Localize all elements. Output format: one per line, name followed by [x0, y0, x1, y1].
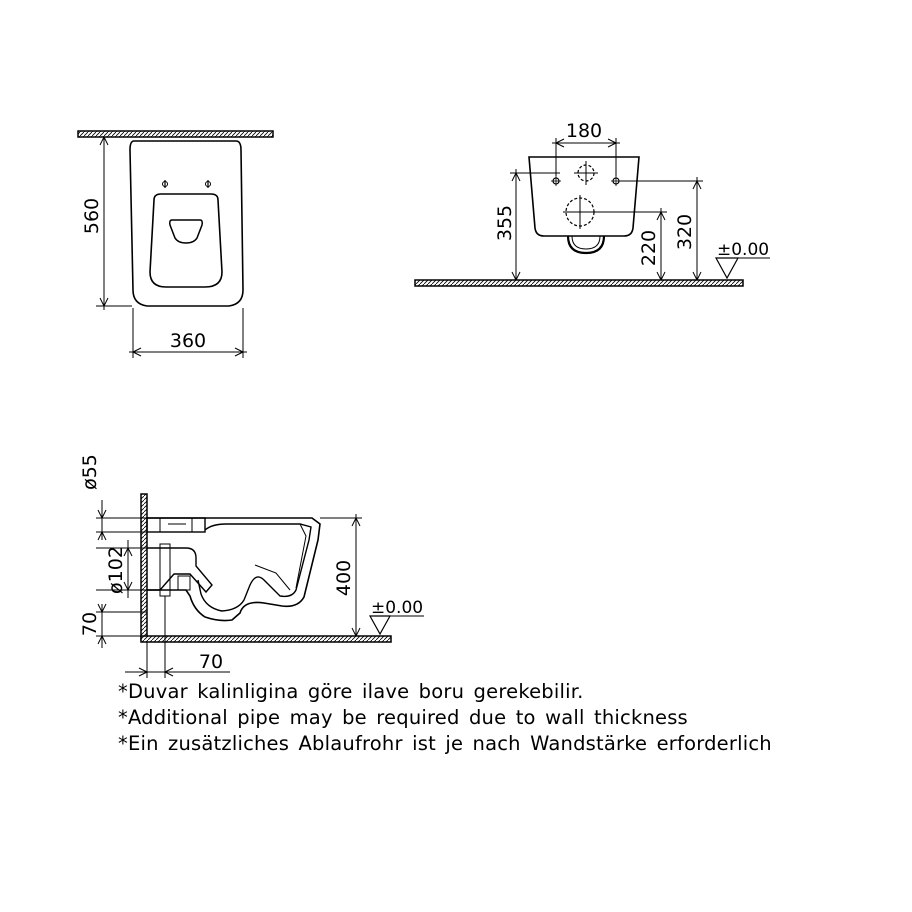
dim-outlet-height-label: 220 — [638, 229, 660, 267]
dim-outlet-offset-label: 70 — [79, 611, 101, 637]
dim-depth-label: 560 — [81, 197, 103, 235]
dim-outlet-diameter-label: ø102 — [105, 546, 127, 594]
floor-level-label: ±0.00 — [717, 240, 770, 260]
dim-width-label: 360 — [169, 330, 207, 352]
inlet-pipe — [147, 518, 205, 532]
seat-opening — [150, 194, 222, 287]
dim-inlet-diameter-label: ø55 — [79, 454, 101, 490]
side-view — [79, 454, 424, 678]
dim-overall-height-label: 355 — [494, 204, 516, 242]
note-turkish: *Duvar kalinligina göre ilave boru gerekebilir. — [118, 680, 584, 703]
note-english: *Additional pipe may be required due to wall thickness — [118, 706, 688, 729]
floor-level-marker — [716, 258, 738, 278]
floor-section — [141, 636, 391, 642]
floor-section — [415, 280, 743, 286]
wall-section — [141, 494, 147, 640]
dim-fixing-distance-label: 180 — [565, 120, 603, 142]
outlet-spigot — [568, 236, 604, 253]
wall-section — [78, 131, 273, 137]
dim-fixing-height-label: 320 — [674, 213, 696, 251]
floor-level-marker — [370, 616, 390, 634]
bowl-side-profile — [147, 518, 320, 621]
top-view — [78, 131, 273, 358]
dim-rim-height-label: 400 — [333, 559, 355, 597]
dim-wall-offset-label: 70 — [198, 651, 224, 673]
bowl-well — [170, 220, 203, 243]
front-view — [415, 120, 770, 286]
note-german: *Ein zusätzliches Ablaufrohr ist je nach Wandstärke erforderlich — [118, 732, 772, 755]
bowl-front-outline — [529, 157, 639, 236]
floor-level-label: ±0.00 — [371, 598, 424, 618]
outlet-trap — [147, 548, 212, 592]
bowl-outline — [130, 141, 243, 306]
